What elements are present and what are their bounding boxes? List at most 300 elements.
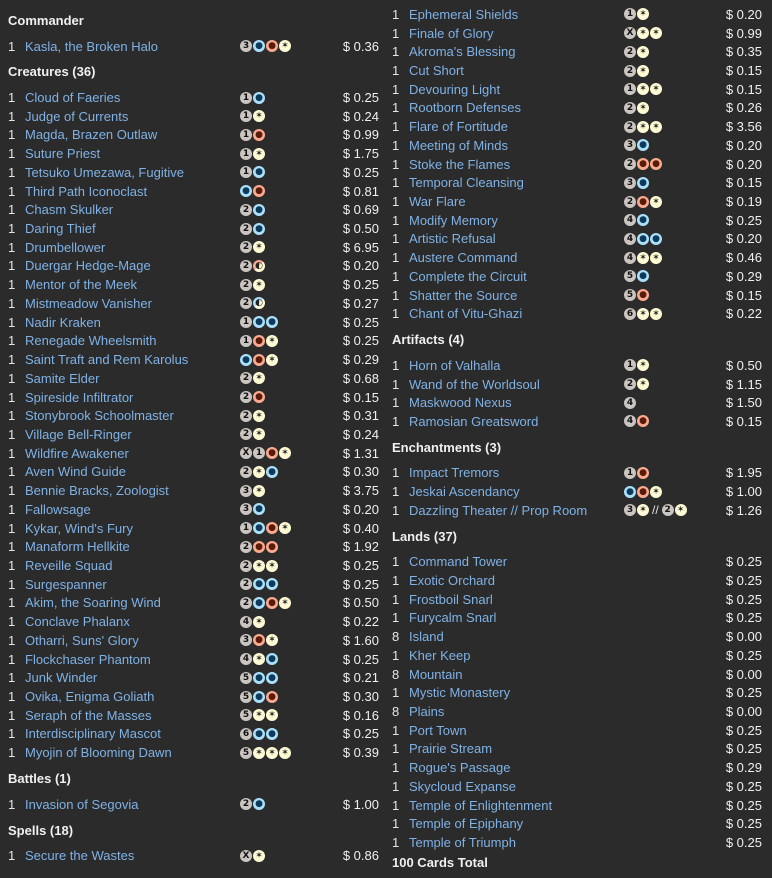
card-row [384, 740, 772, 759]
card-name-link[interactable]: Dazzling Theater // Prop Room [409, 502, 588, 518]
card-quantity: 1 [8, 745, 16, 761]
card-quantity: 1 [392, 6, 400, 22]
section-heading: Enchantments (3) [392, 439, 502, 455]
card-price: $ 0.68 [342, 370, 379, 386]
card-name-link[interactable]: Maskwood Nexus [409, 395, 512, 411]
mana-cost [240, 634, 278, 646]
card-row [384, 61, 772, 80]
card-name-link[interactable]: Kykar, Wind's Fury [25, 520, 133, 536]
card-name-link[interactable]: Flockchaser Phantom [25, 651, 151, 667]
generic-mana-icon: 2 [240, 241, 252, 253]
card-price: $ 0.50 [342, 221, 379, 237]
card-quantity: 1 [392, 647, 400, 663]
white-mana-icon: ✶ [253, 428, 265, 440]
card-row [384, 702, 772, 721]
card-quantity: 8 [392, 666, 400, 682]
blue-mana-icon: ● [637, 177, 649, 189]
card-row [384, 286, 772, 305]
card-row [384, 721, 772, 740]
card-name-link[interactable]: Mentor of the Meek [25, 277, 137, 293]
blue-mana-icon: ● [253, 798, 265, 810]
card-name-link[interactable]: Furycalm Snarl [409, 610, 497, 626]
card-name-link[interactable]: Frostboil Snarl [409, 591, 493, 607]
card-price: $ 0.25 [725, 610, 762, 626]
card-quantity: 1 [8, 389, 16, 405]
card-quantity: 1 [392, 465, 400, 481]
generic-mana-icon: 2 [624, 378, 636, 390]
white-mana-icon: ✶ [637, 83, 649, 95]
card-name-link[interactable]: Duergar Hedge-Mage [25, 258, 151, 274]
red-mana-icon: ● [266, 541, 278, 553]
card-price: $ 0.25 [725, 573, 762, 588]
section-heading: Commander [8, 13, 84, 28]
card-row [384, 99, 772, 118]
mana-cost [240, 410, 265, 422]
generic-mana-icon: 2 [240, 410, 252, 422]
card-name-link[interactable]: Skycloud Expanse [409, 778, 516, 794]
generic-mana-icon: 3 [240, 485, 252, 497]
card-price: $ 0.25 [725, 685, 762, 701]
card-name-link[interactable]: Daring Thief [25, 221, 96, 237]
card-quantity: 1 [8, 408, 16, 424]
card-name-link[interactable]: Stoke the Flames [409, 156, 511, 172]
blue-mana-icon: ● [253, 728, 265, 740]
card-name-link[interactable]: Plains [409, 704, 445, 720]
card-row [0, 332, 384, 351]
card-price: $ 0.25 [342, 558, 379, 573]
white-mana-icon: ✶ [266, 560, 278, 572]
card-quantity: 1 [392, 413, 400, 429]
mana-cost [624, 486, 662, 498]
generic-mana-icon: 2 [240, 541, 252, 553]
card-row [384, 248, 772, 267]
card-quantity: 1 [392, 554, 400, 570]
card-name-link[interactable]: Samite Elder [25, 370, 100, 386]
generic-mana-icon: 3 [240, 634, 252, 646]
card-name-link[interactable]: Surgespanner [25, 576, 107, 592]
card-quantity: 1 [8, 576, 16, 592]
card-row [0, 219, 384, 238]
card-name-link[interactable]: Wildfire Awakener [25, 445, 129, 461]
generic-mana-icon: 2 [240, 798, 252, 810]
white-mana-icon: ✶ [637, 121, 649, 133]
card-quantity: 1 [8, 352, 16, 368]
card-price: $ 0.46 [725, 250, 762, 266]
red-mana-icon: ● [650, 158, 662, 170]
white-mana-icon: ✶ [637, 378, 649, 390]
card-quantity: 1 [8, 426, 16, 442]
card-quantity: 1 [8, 707, 16, 723]
generic-mana-icon: 5 [624, 289, 636, 301]
generic-mana-icon: X [240, 850, 252, 862]
card-name-link[interactable]: Shatter the Source [409, 287, 518, 303]
card-row [384, 136, 772, 155]
card-price: $ 0.25 [725, 835, 762, 851]
card-name-link[interactable]: Jeskai Ascendancy [409, 484, 520, 500]
card-name-link[interactable]: Meeting of Minds [409, 137, 508, 153]
white-mana-icon: ✶ [279, 747, 291, 759]
card-row [0, 444, 384, 463]
card-name-link[interactable]: Command Tower [409, 554, 508, 570]
card-quantity: 8 [392, 629, 400, 645]
card-row [0, 795, 384, 814]
blue-mana-icon: ● [253, 40, 265, 52]
card-name-link[interactable]: Mystic Monastery [409, 685, 511, 701]
generic-mana-icon: 5 [624, 270, 636, 282]
card-name-link[interactable]: Temple of Triumph [409, 835, 516, 851]
card-price: $ 0.24 [342, 108, 379, 124]
card-name-link[interactable]: Rogue's Passage [409, 760, 511, 776]
card-quantity: 1 [8, 295, 16, 311]
card-name-link[interactable]: Village Bell-Ringer [25, 426, 132, 442]
card-name-link[interactable]: Devouring Light [409, 81, 501, 97]
white-mana-icon: ✶ [266, 335, 278, 347]
card-name-link[interactable]: Tetsuko Umezawa, Fugitive [25, 164, 184, 180]
card-price: $ 0.19 [725, 194, 762, 210]
mana-cost [240, 204, 265, 216]
card-name-link[interactable]: Bennie Bracks, Zoologist [25, 483, 169, 499]
card-quantity: 1 [392, 797, 400, 813]
card-row [0, 846, 384, 865]
generic-mana-icon: 2 [240, 560, 252, 572]
blue-mana-icon: ● [266, 466, 278, 478]
card-price: $ 0.25 [342, 314, 379, 330]
mana-cost [240, 297, 265, 309]
card-row [384, 796, 772, 815]
card-price: $ 0.20 [342, 501, 379, 517]
card-price: $ 0.21 [342, 670, 379, 686]
card-quantity: 1 [8, 595, 16, 611]
card-price: $ 0.25 [725, 797, 762, 813]
card-row [0, 687, 384, 706]
mana-cost [240, 709, 278, 721]
card-name-link[interactable]: Mistmeadow Vanisher [25, 295, 152, 311]
card-name-link[interactable]: Drumbellower [25, 239, 106, 255]
card-row [0, 313, 384, 332]
card-name-link[interactable]: Modify Memory [409, 212, 498, 228]
card-quantity: 1 [392, 156, 400, 172]
card-name-link[interactable]: Impact Tremors [409, 465, 500, 481]
white-mana-icon: ✶ [253, 148, 265, 160]
generic-mana-icon: 1 [240, 335, 252, 347]
card-quantity: 8 [392, 704, 400, 720]
card-price: $ 0.25 [725, 778, 762, 794]
card-row [384, 627, 772, 646]
card-quantity: 1 [392, 194, 400, 210]
card-quantity: 1 [392, 63, 400, 78]
card-quantity: 1 [8, 183, 16, 199]
white-mana-icon: ✶ [279, 597, 291, 609]
card-name-link[interactable]: Mountain [409, 666, 463, 682]
card-row [384, 571, 772, 590]
mana-cost [240, 485, 265, 497]
mana-cost [240, 391, 265, 403]
white-mana-icon: ✶ [253, 616, 265, 628]
mana-cost [240, 40, 291, 52]
card-name-link[interactable]: Finale of Glory [409, 25, 494, 41]
card-price: $ 0.40 [342, 520, 379, 536]
card-name-link[interactable]: Island [409, 629, 444, 645]
mana-cost [240, 166, 265, 178]
mana-cost [624, 139, 649, 151]
card-quantity: 1 [392, 610, 400, 626]
card-price: $ 0.22 [342, 614, 379, 630]
card-name-link[interactable]: Renegade Wheelsmith [25, 333, 157, 349]
card-name-link[interactable]: Exotic Orchard [409, 573, 495, 588]
card-name-link[interactable]: Saint Traft and Rem Karolus [25, 352, 189, 368]
mana-cost [240, 653, 278, 665]
card-name-link[interactable]: Myojin of Blooming Dawn [25, 745, 172, 761]
card-name-link[interactable]: Temple of Enlightenment [409, 797, 553, 813]
generic-mana-icon: 5 [240, 747, 252, 759]
card-row [384, 375, 772, 394]
mana-cost [624, 415, 649, 427]
card-price: $ 0.25 [725, 722, 762, 738]
card-price: $ 1.00 [342, 796, 379, 812]
card-name-link[interactable]: Artistic Refusal [409, 231, 496, 247]
card-price: $ 0.25 [725, 741, 762, 757]
card-row [384, 211, 772, 230]
red-mana-icon: ● [253, 129, 265, 141]
card-price: $ 0.15 [725, 413, 762, 429]
card-name-link[interactable]: Port Town [409, 722, 467, 738]
card-row [0, 706, 384, 725]
card-row [384, 80, 772, 99]
blue-mana-icon: ● [266, 316, 278, 328]
card-quantity: 1 [392, 395, 400, 411]
card-name-link[interactable]: Akroma's Blessing [409, 44, 516, 60]
mana-cost [624, 214, 649, 226]
mana-cost [240, 447, 291, 459]
white-mana-icon: ✶ [650, 196, 662, 208]
card-name-link[interactable]: Reveille Squad [25, 558, 113, 573]
card-row [0, 500, 384, 519]
card-name-link[interactable]: Chant of Vitu-Ghazi [409, 306, 523, 322]
card-row [384, 777, 772, 796]
blue-mana-icon: ● [253, 503, 265, 515]
card-row [384, 590, 772, 609]
card-price: $ 0.29 [725, 268, 762, 284]
card-quantity: 1 [392, 25, 400, 41]
card-name-link[interactable]: Spireside Infiltrator [25, 389, 134, 405]
blue-mana-icon: ● [253, 578, 265, 590]
card-price: $ 1.50 [725, 395, 762, 411]
generic-mana-icon: 1 [624, 8, 636, 20]
card-name-link[interactable]: Akim, the Soaring Wind [25, 595, 161, 611]
card-price: $ 0.20 [725, 156, 762, 172]
card-name-link[interactable]: War Flare [409, 194, 466, 210]
card-name-link[interactable]: Temple of Epiphany [409, 816, 524, 832]
card-name-link[interactable]: Fallowsage [25, 501, 91, 517]
card-name-link[interactable]: Nadir Kraken [25, 314, 101, 330]
card-price: $ 0.25 [725, 647, 762, 663]
card-name-link[interactable]: Horn of Valhalla [409, 357, 501, 373]
card-name-link[interactable]: Ephemeral Shields [409, 6, 519, 22]
card-name-link[interactable]: Secure the Wastes [25, 848, 135, 864]
white-mana-icon: ✶ [637, 46, 649, 58]
card-row [0, 612, 384, 631]
generic-mana-icon: 1 [624, 467, 636, 479]
mana-cost [240, 541, 278, 553]
card-name-link[interactable]: Rootborn Defenses [409, 100, 522, 116]
card-price: $ 0.36 [342, 38, 379, 54]
mana-cost [624, 378, 649, 390]
card-row [384, 393, 772, 412]
card-quantity: 1 [8, 670, 16, 686]
mana-cost [240, 672, 278, 684]
card-quantity: 1 [392, 502, 400, 518]
card-quantity: 1 [392, 231, 400, 247]
card-name-link[interactable]: Seraph of the Masses [25, 707, 152, 723]
section-heading: Creatures (36) [8, 64, 96, 80]
card-row [0, 481, 384, 500]
blue-mana-icon: ● [650, 233, 662, 245]
white-mana-icon: ✶ [637, 308, 649, 320]
white-mana-icon: ✶ [637, 27, 649, 39]
white-mana-icon: ✶ [266, 747, 278, 759]
card-name-link[interactable]: Aven Wind Guide [25, 464, 126, 480]
generic-mana-icon: 5 [240, 709, 252, 721]
generic-mana-icon: 5 [240, 691, 252, 703]
card-price: $ 0.15 [725, 287, 762, 303]
red-mana-icon: ● [253, 634, 265, 646]
card-row [0, 350, 384, 369]
generic-mana-icon: 1 [624, 359, 636, 371]
card-row [384, 230, 772, 249]
card-name-link[interactable]: Manaform Hellkite [25, 539, 130, 555]
white-mana-icon: ✶ [253, 653, 265, 665]
card-name-link[interactable]: Prairie Stream [409, 741, 493, 757]
card-name-link[interactable]: Interdisciplinary Mascot [25, 726, 161, 742]
card-price: $ 0.16 [342, 707, 379, 723]
card-row [0, 519, 384, 538]
mana-cost [624, 196, 662, 208]
generic-mana-icon: 2 [624, 196, 636, 208]
card-name-link[interactable]: Invasion of Segovia [25, 796, 139, 812]
card-name-link[interactable]: Kasla, the Broken Halo [25, 38, 158, 54]
card-name-link[interactable]: Austere Command [409, 250, 518, 266]
red-mana-icon: ● [637, 289, 649, 301]
card-price: $ 1.26 [725, 502, 762, 518]
generic-mana-icon: 2 [240, 260, 252, 272]
generic-mana-icon: 1 [240, 148, 252, 160]
card-name-link[interactable]: Third Path Iconoclast [25, 183, 148, 199]
white-mana-icon: ✶ [650, 308, 662, 320]
card-name-link[interactable]: Junk Winder [25, 670, 98, 686]
card-name-link[interactable]: Ramosian Greatsword [409, 413, 539, 429]
card-name-link[interactable]: Ovika, Enigma Goliath [25, 689, 155, 705]
card-quantity: 1 [8, 483, 16, 499]
generic-mana-icon: 2 [240, 391, 252, 403]
white-mana-icon: ✶ [637, 504, 649, 516]
card-price: $ 0.29 [725, 760, 762, 776]
card-price: $ 1.75 [342, 146, 379, 162]
card-row [0, 668, 384, 687]
card-price: $ 0.00 [725, 704, 762, 720]
card-quantity: 1 [392, 835, 400, 851]
card-name-link[interactable]: Cut Short [409, 63, 464, 78]
card-name-link[interactable]: Judge of Currents [25, 108, 129, 124]
generic-mana-icon: 2 [240, 279, 252, 291]
blue-mana-icon: ● [253, 223, 265, 235]
generic-mana-icon: 2 [240, 372, 252, 384]
mana-cost [624, 83, 662, 95]
card-quantity: 1 [8, 127, 16, 143]
card-name-link[interactable]: Magda, Brazen Outlaw [25, 127, 158, 143]
generic-mana-icon: 2 [624, 121, 636, 133]
card-quantity: 1 [392, 81, 400, 97]
card-row [384, 412, 772, 431]
card-name-link[interactable]: Otharri, Suns' Glory [25, 632, 139, 648]
generic-mana-icon: 6 [624, 308, 636, 320]
card-row [384, 356, 772, 375]
card-name-link[interactable]: Temporal Cleansing [409, 175, 524, 191]
card-price: $ 0.15 [725, 175, 762, 191]
card-name-link[interactable]: Suture Priest [25, 146, 101, 162]
card-row [0, 182, 384, 201]
card-name-link[interactable]: Conclave Phalanx [25, 614, 130, 630]
blue-mana-icon: ● [266, 653, 278, 665]
card-row [384, 833, 772, 852]
red-mana-icon: ● [266, 691, 278, 703]
white-mana-icon: ✶ [650, 252, 662, 264]
card-quantity: 1 [392, 722, 400, 738]
card-name-link[interactable]: Wand of the Worldsoul [409, 376, 540, 392]
mana-cost [240, 522, 291, 534]
card-price: $ 0.25 [342, 726, 379, 742]
blue-mana-icon: ● [266, 672, 278, 684]
card-price: $ 1.60 [342, 632, 379, 648]
red-mana-icon: ● [637, 415, 649, 427]
card-name-link[interactable]: Kher Keep [409, 647, 471, 663]
white-mana-icon: ✶ [266, 354, 278, 366]
card-quantity: 1 [8, 632, 16, 648]
white-mana-icon: ✶ [637, 8, 649, 20]
card-row [0, 575, 384, 594]
red-mana-icon: ● [253, 391, 265, 403]
card-price: $ 0.27 [342, 295, 379, 311]
mana-cost [240, 850, 265, 862]
card-price: $ 0.29 [342, 352, 379, 368]
card-row [0, 425, 384, 444]
card-name-link[interactable]: Flare of Fortitude [409, 119, 508, 135]
generic-mana-icon: 1 [240, 92, 252, 104]
white-mana-icon: ✶ [650, 121, 662, 133]
card-row [384, 173, 772, 192]
card-price: $ 0.25 [342, 277, 379, 293]
mana-cost [240, 185, 265, 197]
card-name-link[interactable]: Complete the Circuit [409, 268, 527, 284]
white-mana-icon: ✶ [253, 410, 265, 422]
card-price: $ 0.50 [725, 357, 762, 373]
generic-mana-icon: 6 [240, 728, 252, 740]
card-row [0, 163, 384, 182]
card-name-link[interactable]: Chasm Skulker [25, 202, 114, 218]
red-mana-icon: ● [253, 541, 265, 553]
mana-cost [240, 110, 265, 122]
card-quantity: 1 [8, 370, 16, 386]
mana-cost [624, 102, 649, 114]
card-name-link[interactable]: Cloud of Faeries [25, 90, 121, 105]
white-mana-icon: ✶ [266, 634, 278, 646]
card-name-link[interactable]: Stonybrook Schoolmaster [25, 408, 174, 424]
card-price: $ 3.75 [342, 483, 379, 499]
mana-cost [240, 798, 265, 810]
section-heading: Lands (37) [392, 528, 458, 544]
card-row [0, 388, 384, 407]
mana-cost [240, 466, 278, 478]
generic-mana-icon: 2 [624, 102, 636, 114]
